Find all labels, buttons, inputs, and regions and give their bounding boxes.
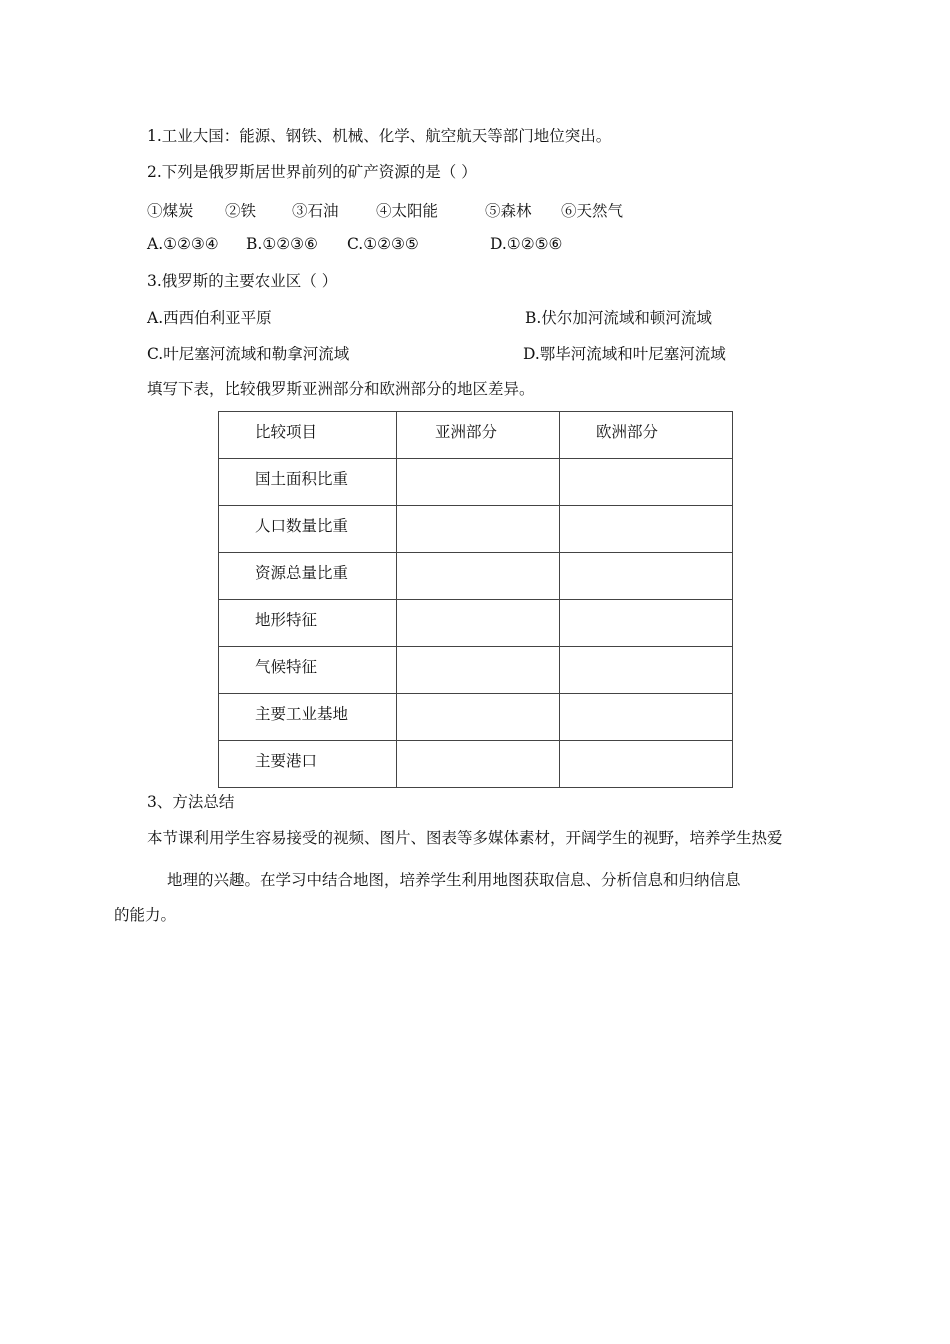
table-row-label: 资源总量比重 <box>255 564 349 582</box>
table-row-label-cell <box>219 694 397 741</box>
item3-option-d: D.鄂毕河流域和叶尼塞河流域 <box>523 345 726 363</box>
table-blank-cell[interactable] <box>397 600 560 647</box>
table-row-label: 国土面积比重 <box>255 470 349 488</box>
table-row <box>219 459 733 506</box>
table-blank-cell[interactable] <box>560 506 733 553</box>
table-row-label: 主要工业基地 <box>255 705 349 723</box>
table-row-label-cell <box>219 741 397 788</box>
table-header-label: 亚洲部分 <box>435 423 498 441</box>
table-blank-cell[interactable] <box>397 553 560 600</box>
table-blank-cell[interactable] <box>560 741 733 788</box>
table-blank-cell[interactable] <box>397 506 560 553</box>
table-header-cell <box>219 412 397 459</box>
table-intro: 填写下表，比较俄罗斯亚洲部分和欧洲部分的地区差异。 <box>147 380 535 398</box>
table-blank-cell[interactable] <box>397 459 560 506</box>
table-blank-cell[interactable] <box>397 647 560 694</box>
table-header-label: 欧洲部分 <box>596 423 659 441</box>
item2-choice-2: ②铁 <box>225 202 257 220</box>
table-row-label: 地形特征 <box>255 611 318 629</box>
item2-option-c: C.①②③⑤ <box>347 235 419 253</box>
item3-option-b: B.伏尔加河流域和顿河流域 <box>525 309 712 327</box>
item3-question: 3.俄罗斯的主要农业区（ ） <box>147 272 338 290</box>
table-blank-cell[interactable] <box>560 647 733 694</box>
table-row-label: 主要港口 <box>255 752 318 770</box>
item2-option-a: A.①②③④ <box>147 235 219 253</box>
table-blank-cell[interactable] <box>397 741 560 788</box>
table-header-label: 比较项目 <box>255 423 318 441</box>
table-blank-cell[interactable] <box>560 553 733 600</box>
table-blank-cell[interactable] <box>560 459 733 506</box>
summary-line-3: 的能力。 <box>114 906 177 924</box>
table-row <box>219 506 733 553</box>
table-row-label: 人口数量比重 <box>255 517 349 535</box>
table-row-label-cell <box>219 506 397 553</box>
comparison-table <box>218 411 733 788</box>
item2-choice-4: ④太阳能 <box>376 202 439 220</box>
item2-option-b: B.①②③⑥ <box>246 235 318 253</box>
item3-option-a: A.西西伯利亚平原 <box>147 309 272 327</box>
table-row <box>219 600 733 647</box>
table-row <box>219 741 733 788</box>
item2-question: 2.下列是俄罗斯居世界前列的矿产资源的是（ ） <box>147 163 477 181</box>
table-row <box>219 694 733 741</box>
table-row-label-cell <box>219 459 397 506</box>
table-header-cell <box>397 412 560 459</box>
table-blank-cell[interactable] <box>397 694 560 741</box>
item2-choice-1: ①煤炭 <box>147 202 194 220</box>
table-blank-cell[interactable] <box>560 600 733 647</box>
item2-choice-5: ⑤森林 <box>485 202 532 220</box>
summary-heading: 3、方法总结 <box>147 793 235 811</box>
item2-choice-3: ③石油 <box>292 202 339 220</box>
table-row <box>219 553 733 600</box>
table-row-label-cell <box>219 600 397 647</box>
table-row-label-cell <box>219 553 397 600</box>
item3-option-c: C.叶尼塞河流域和勒拿河流域 <box>147 345 350 363</box>
table-header-cell <box>560 412 733 459</box>
table-header-row <box>219 412 733 459</box>
item2-choice-6: ⑥天然气 <box>561 202 624 220</box>
table-row <box>219 647 733 694</box>
item2-option-d: D.①②⑤⑥ <box>490 235 563 253</box>
table-row-label: 气候特征 <box>255 658 318 676</box>
table-row-label-cell <box>219 647 397 694</box>
item1-text: 1.工业大国：能源、钢铁、机械、化学、航空航天等部门地位突出。 <box>147 127 612 145</box>
summary-line-2: 地理的兴趣。在学习中结合地图，培养学生利用地图获取信息、分析信息和归纳信息 <box>167 871 741 889</box>
table-blank-cell[interactable] <box>560 694 733 741</box>
summary-line-1: 本节课利用学生容易接受的视频、图片、图表等多媒体素材，开阔学生的视野，培养学生热爱 <box>147 829 783 847</box>
